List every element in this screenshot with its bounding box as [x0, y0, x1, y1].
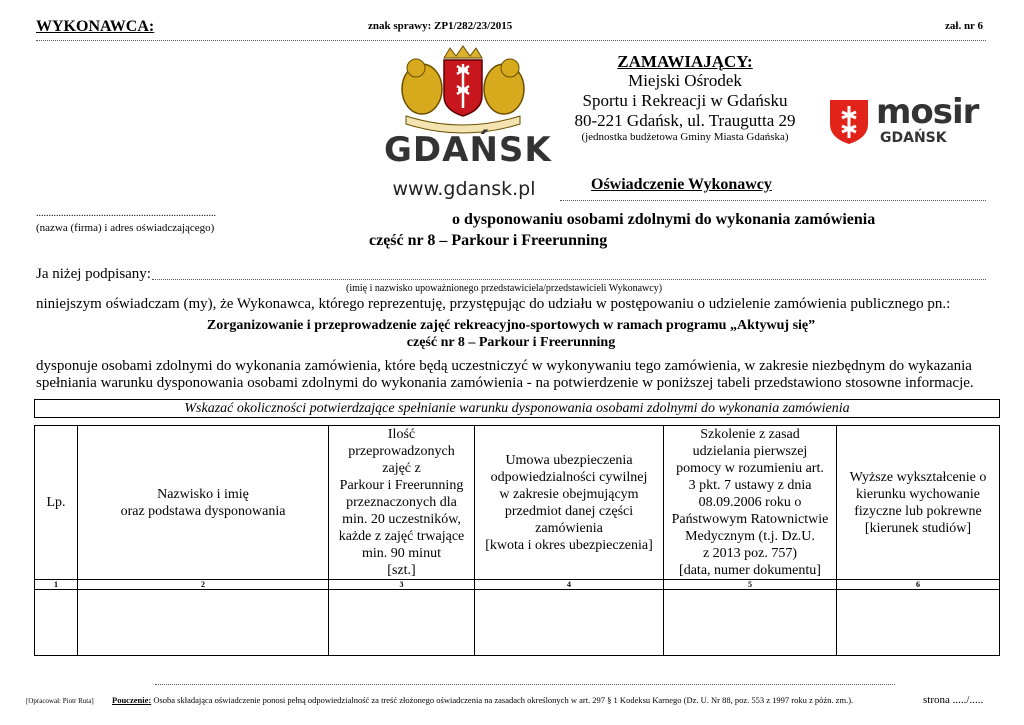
- declaration-title: Oświadczenie Wykonawcy: [591, 176, 772, 193]
- cell-first-aid[interactable]: [664, 590, 837, 656]
- paragraph-line2: spełniania warunku dysponowania osobami zdolnymi do wykonania zamówienia - na potwierdzenie w poniższej tabeli przedstawiono stosowne informacje.: [36, 375, 974, 391]
- paragraph: [36, 358, 974, 392]
- cell-education[interactable]: [837, 590, 1000, 656]
- zamawiajacy-line1: Miejski Ośrodek: [628, 71, 742, 90]
- header-line: oraz podstawa dysponowania: [120, 503, 286, 519]
- header-line: przeznaczonych dla: [346, 495, 457, 510]
- signed-field[interactable]: [152, 279, 986, 280]
- header-line: udzielania pierwszej: [692, 444, 808, 459]
- zamawiajacy-note: (jednostka budżetowa Gminy Miasta Gdańska): [581, 131, 789, 143]
- col-number: 4: [475, 580, 664, 590]
- header-line: przedmiot danej części: [504, 503, 634, 519]
- header-line: przeprowadzonych: [348, 444, 455, 459]
- project-part: część nr 8 – Parkour i Freerunning: [406, 335, 616, 350]
- company-caption: (nazwa (firma) i adres oświadczającego): [36, 222, 215, 234]
- statement: niniejszym oświadczam (my), że Wykonawca, którego reprezentuję, przystępując do udziału w postępowaniu o udzielenie zamówienia publicznego pn.:: [36, 296, 951, 312]
- header-line: Wyższe wykształcenie o: [849, 469, 987, 485]
- header-line: zamówienia: [535, 520, 603, 536]
- signed-caption: (imię i nazwisko upoważnionego przedstawiciela/przedstawicieli Wykonawcy): [346, 283, 663, 294]
- cell-insurance[interactable]: [475, 590, 664, 656]
- col-number: 5: [664, 580, 837, 590]
- header-line: Państwowym Ratownictwie: [671, 512, 829, 527]
- header-line: [data, numer dokumentu]: [679, 563, 821, 578]
- gdansk-logo: [378, 44, 552, 204]
- mosir-shield-icon: [828, 98, 870, 146]
- header-lp: [35, 426, 78, 580]
- header-line: Parkour i Freerunning: [339, 478, 464, 493]
- declaration-subtitle2: część nr 8 – Parkour i Freerunning: [369, 232, 608, 249]
- header-sessions: [329, 426, 475, 580]
- header-line: Ilość: [387, 427, 416, 442]
- mosir-logo: [828, 92, 988, 152]
- company-dots: ........................................................................: [36, 208, 216, 219]
- header-first-aid: [664, 426, 837, 580]
- case-number: znak sprawy: ZP1/282/23/2015: [368, 20, 513, 32]
- zamawiajacy-line3: 80-221 Gdańsk, ul. Traugutta 29: [574, 111, 796, 130]
- table-row: [35, 590, 1000, 656]
- header-line: [kierunek studiów]: [864, 520, 972, 536]
- header-divider: [36, 40, 986, 41]
- declaration-subtitle1: o dysponowaniu osobami zdolnymi do wykonania zamówienia: [452, 211, 876, 228]
- zamawiajacy-block: [560, 52, 810, 144]
- mosir-city: GDAŃSK: [880, 130, 947, 146]
- header-line: 3 pkt. 7 ustawy z dnia: [688, 478, 812, 493]
- notice-text: Osoba składająca oświadczenie ponosi pełną odpowiedzialność za treść złożonego oświadczenia na zasadach określonych w art. 297 § 1 Kodeksu Karnego (Dz. U. Nr 88, poz. 553 z 1997 roku z późn. zm.).: [151, 695, 854, 705]
- header-line: min. 90 minut: [362, 546, 441, 561]
- header-line: odpowiedzialności cywilnej: [490, 469, 648, 485]
- header-line: pomocy w rozumieniu art.: [676, 461, 824, 476]
- page-number: strona ...../.....: [923, 694, 984, 706]
- header-line: [szt.]: [387, 563, 416, 578]
- header-line: [kwota i okres ubezpieczenia]: [485, 537, 653, 553]
- zamawiajacy-line2: Sportu i Rekreacji w Gdańsku: [582, 91, 788, 110]
- footer-author: [Opracował: Piotr Ruta]: [26, 697, 94, 705]
- paragraph-line1: dysponuje osobami zdolnymi do wykonania zamówienia, które będą uczestniczyć w wykonywaniu tego zamówienia, w zakresie niezbędnym do wykazania: [36, 358, 972, 374]
- personnel-table: [34, 425, 1000, 656]
- header-line: zajęć z: [382, 461, 421, 476]
- header-line: Umowa ubezpieczenia: [505, 452, 633, 468]
- header-insurance: [475, 426, 664, 580]
- col-number: 3: [329, 580, 475, 590]
- mosir-brand: mosir: [876, 92, 979, 132]
- cell-lp[interactable]: [35, 590, 78, 656]
- header-line: 08.09.2006 roku o: [698, 495, 802, 510]
- table-heading: Wskazać okoliczności potwierdzające spełnianie warunku dysponowania osobami zdolnymi do wykonania zamówienia: [34, 399, 1000, 418]
- notice-label: Pouczenie:: [112, 695, 152, 705]
- footer-divider: [155, 684, 895, 685]
- gdansk-url: www.gdansk.pl: [392, 178, 536, 200]
- title-divider: [560, 200, 986, 201]
- col-number: 6: [837, 580, 1000, 590]
- header-line: Medycznym (t.j. Dz.U.: [685, 529, 815, 544]
- signed-label: Ja niżej podpisany:: [36, 266, 151, 282]
- cell-name[interactable]: [78, 590, 329, 656]
- header-line: Szkolenie z zasad: [700, 427, 800, 442]
- project-title: Zorganizowanie i przeprowadzenie zajęć rekreacyjno-sportowych w ramach programu „Aktywuj się”: [206, 318, 816, 333]
- attachment-number: zał. nr 6: [945, 20, 983, 32]
- header-line: z 2013 poz. 757): [702, 546, 798, 561]
- header-education: [837, 426, 1000, 580]
- header-name: [78, 426, 329, 580]
- header-line: Nazwisko i imię: [157, 486, 249, 502]
- header-line: Lp.: [46, 495, 66, 510]
- col-number: 2: [78, 580, 329, 590]
- table-header-row: [35, 426, 1000, 580]
- gdansk-city-text: GDAŃSK: [384, 130, 552, 170]
- header-line: kierunku wychowanie: [855, 486, 981, 502]
- header-line: fizyczne lub pokrewne: [854, 503, 982, 519]
- table-number-row: [35, 580, 1000, 590]
- footer-notice: [112, 695, 853, 705]
- zamawiajacy-label: ZAMAWIAJĄCY:: [617, 52, 753, 71]
- cell-sessions[interactable]: [329, 590, 475, 656]
- header-line: min. 20 uczestników,: [342, 512, 461, 527]
- wykonawca-label: WYKONAWCA:: [36, 18, 155, 35]
- header-line: w zakresie obejmującym: [499, 486, 639, 502]
- col-number: 1: [35, 580, 78, 590]
- header-line: każde z zajęć trwające: [338, 529, 465, 544]
